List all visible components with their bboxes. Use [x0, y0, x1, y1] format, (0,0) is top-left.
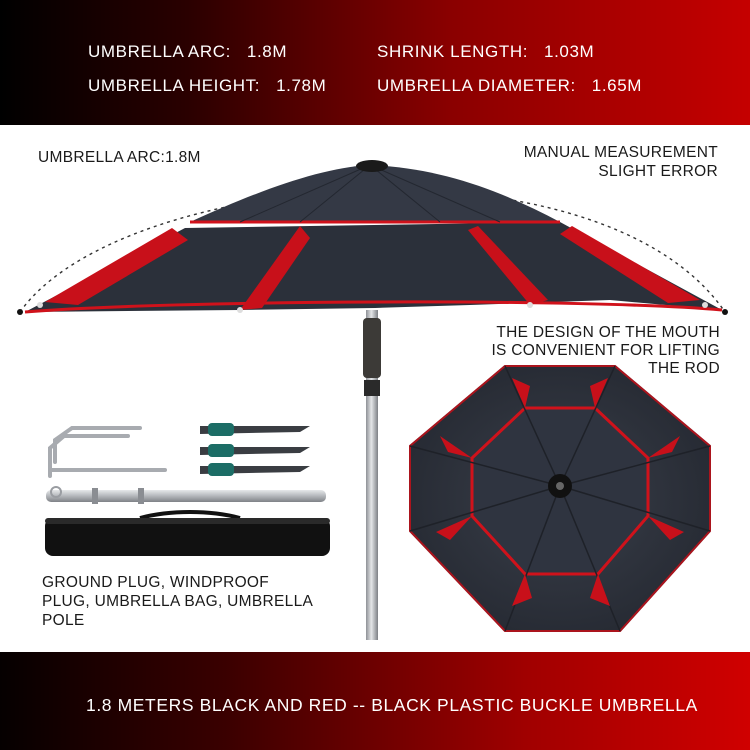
- pole-sections: [46, 487, 326, 504]
- umbrella-top-view: [410, 366, 710, 631]
- spec-shrink-label: SHRINK LENGTH:: [377, 42, 529, 61]
- spec-height-label: UMBRELLA HEIGHT:: [88, 76, 261, 95]
- mouth-design-caption: [440, 324, 720, 378]
- product-title: 1.8 METERS BLACK AND RED -- BLACK PLASTIC BUCKLE UMBRELLA: [86, 695, 698, 715]
- measurement-note: [470, 143, 718, 181]
- spec-arc-label: UMBRELLA ARC:: [88, 42, 231, 61]
- spec-diameter-value: 1.65M: [591, 76, 643, 95]
- accessories-caption-line3: POLE: [42, 612, 85, 629]
- accessories: [45, 423, 330, 556]
- mouth-caption-line2: IS CONVENIENT FOR LIFTING: [491, 342, 720, 359]
- spec-diameter-label: UMBRELLA DIAMETER:: [377, 76, 576, 95]
- mouth-caption-line3: THE ROD: [648, 360, 720, 377]
- umbrella-bag: [45, 512, 330, 556]
- windproof-pegs: [200, 423, 310, 476]
- arc-caption: UMBRELLA ARC:1.8M: [38, 149, 201, 166]
- ground-plug: [50, 428, 165, 476]
- spec-shrink-value: 1.03M: [544, 42, 595, 61]
- measurement-note-line2: SLIGHT ERROR: [598, 163, 718, 180]
- accessories-caption-line2: PLUG, UMBRELLA BAG, UMBRELLA: [42, 593, 314, 610]
- mouth-caption-line1: THE DESIGN OF THE MOUTH: [496, 324, 720, 341]
- accessories-caption-line1: GROUND PLUG, WINDPROOF: [42, 574, 270, 591]
- accessories-caption: [42, 573, 342, 630]
- measurement-note-line1: MANUAL MEASUREMENT: [523, 144, 718, 161]
- spec-height-value: 1.78M: [276, 76, 327, 95]
- spec-arc-value: 1.8M: [246, 42, 288, 61]
